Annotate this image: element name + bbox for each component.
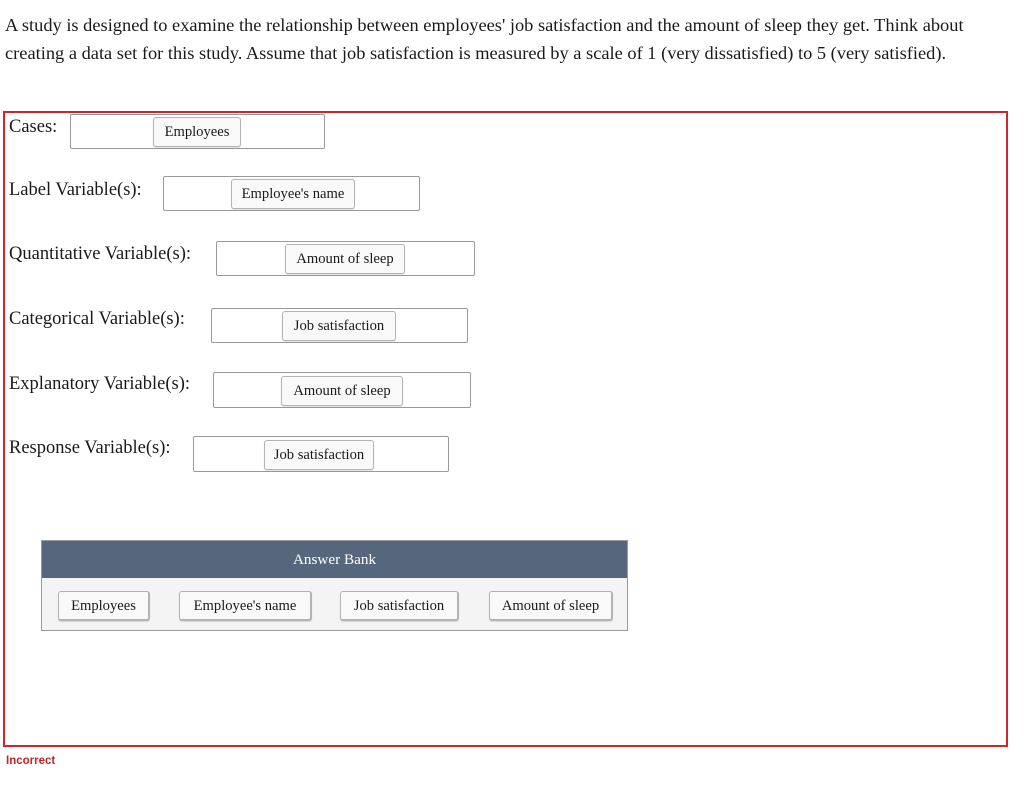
row-label-cases: Cases:: [9, 117, 58, 137]
answer-bank: [41, 540, 628, 631]
row-label-label-variables: Label Variable(s):: [9, 180, 142, 200]
bank-chip-amount-of-sleep[interactable]: Amount of sleep: [489, 591, 613, 621]
drop-zone-label-variables[interactable]: [163, 176, 420, 211]
status-message: Incorrect: [6, 755, 56, 767]
row-label-response-variables: Response Variable(s):: [9, 438, 171, 458]
row-label-categorical-variables: Categorical Variable(s):: [9, 309, 185, 329]
drop-zone-explanatory-variables[interactable]: [213, 372, 471, 408]
bank-chip-employees-name[interactable]: Employee's name: [179, 591, 312, 621]
drop-zone-quantitative-variables[interactable]: [216, 241, 475, 276]
answer-panel: [3, 111, 1008, 747]
placed-chip-cases[interactable]: Employees: [153, 117, 241, 147]
placed-chip-label-variables[interactable]: Employee's name: [231, 179, 355, 209]
row-label-explanatory-variables: Explanatory Variable(s):: [9, 374, 190, 394]
answer-bank-title: Answer Bank: [42, 541, 627, 578]
drop-zone-categorical-variables[interactable]: [211, 308, 468, 343]
drop-zone-response-variables[interactable]: [193, 436, 449, 472]
placed-chip-categorical-variables[interactable]: Job satisfaction: [282, 311, 396, 341]
bank-chip-employees[interactable]: Employees: [58, 591, 150, 621]
question-prompt: A study is designed to examine the relationship between employees' job satisfaction and the amount of sleep they get. Think about creating a data set for this study. Assume that job satisfaction is measured by a scale of 1 (very dissatisfied) to 5 (very satisfied).: [5, 15, 964, 63]
placed-chip-explanatory-variables[interactable]: Amount of sleep: [281, 376, 403, 406]
drop-zone-cases[interactable]: [70, 114, 325, 149]
placed-chip-quantitative-variables[interactable]: Amount of sleep: [285, 244, 405, 274]
placed-chip-response-variables[interactable]: Job satisfaction: [264, 440, 374, 470]
row-label-quantitative-variables: Quantitative Variable(s):: [9, 244, 192, 264]
bank-chip-job-satisfaction[interactable]: Job satisfaction: [340, 591, 459, 621]
